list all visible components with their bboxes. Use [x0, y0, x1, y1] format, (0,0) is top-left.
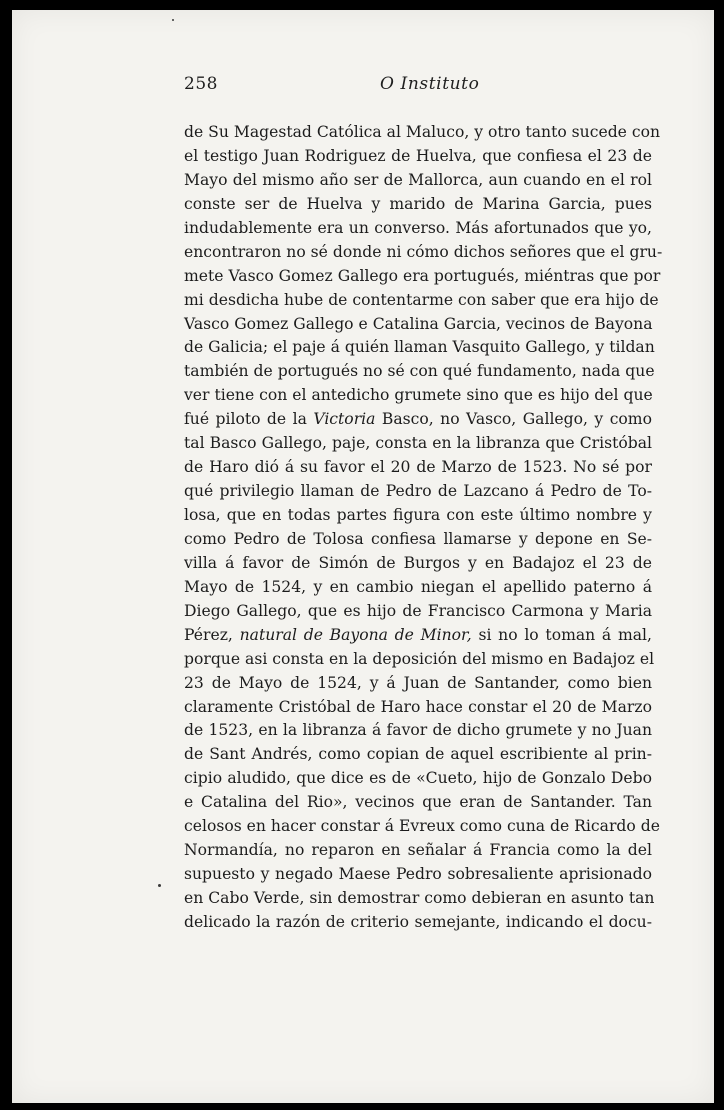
text-line: Mayo del mismo año ser de Mallorca, aun cuando en el rol — [184, 170, 652, 189]
text-line: mete Vasco Gomez Gallego era portugués, miéntras que por — [184, 266, 661, 285]
text-line: delicado la razón de criterio semejante, indicando el docu- — [184, 912, 652, 931]
text-line: de Galicia; el paje á quién llaman Vasquito Gallego, y tildan — [184, 338, 655, 357]
text-line: tal Basco Gallego, paje, consta en la libranza que Cristóbal — [184, 434, 652, 453]
italic-ship-name: Victoria — [313, 410, 376, 429]
text-line: 23 de Mayo de 1524, y á Juan de Santander, como bien — [184, 673, 652, 692]
text-line: también de portugués no sé con qué fundamento, nada que — [184, 362, 655, 381]
book-page — [12, 10, 714, 1103]
text-line: como Pedro de Tolosa confiesa llamarse y depone en Se- — [184, 529, 652, 548]
paper-speck — [158, 884, 161, 887]
text-line: celosos en hacer constar á Evreux como cuna de Ricardo de — [184, 817, 660, 836]
text-line: ver tiene con el antedicho grumete sino que es hijo del que — [184, 386, 653, 405]
text-line: Diego Gallego, que es hijo de Francisco Carmona y Maria — [184, 601, 652, 620]
text-line: de 1523, en la libranza á favor de dicho grumete y no Juan — [184, 721, 652, 740]
text-line: de Sant Andrés, como copian de aquel escribiente al prin- — [184, 745, 652, 764]
text-line: claramente Cristóbal de Haro hace constar el 20 de Marzo — [184, 697, 652, 716]
paper-speck — [172, 19, 174, 21]
text-line: conste ser de Huelva y marido de Marina Garcia, pues — [184, 194, 652, 213]
text-line: e Catalina del Rio», vecinos que eran de Santander. Tan — [184, 793, 652, 812]
text-line: en Cabo Verde, sin demostrar como debieran en asunto tan — [184, 889, 655, 907]
italic-quote: natural de Bayona de Minor, — [239, 625, 472, 644]
text-line: Normandía, no reparon en señalar á Francia como la del — [184, 841, 652, 860]
text-line: cipio aludido, que dice es de «Cueto, hijo de Gonzalo Debo — [184, 769, 652, 788]
page-number: 258 — [184, 74, 218, 94]
body-text — [184, 121, 663, 935]
text-line: porque asi consta en la deposición del mismo en Badajoz el — [184, 649, 655, 668]
text-line: Vasco Gomez Gallego e Catalina Garcia, vecinos de Bayona — [184, 314, 653, 333]
text-line: qué privilegio llaman de Pedro de Lazcano á Pedro de To- — [184, 482, 652, 501]
page-header — [184, 74, 652, 102]
text-line: mi desdicha hube de contentarme con saber que era hijo de — [184, 290, 659, 309]
text-line: fué piloto de la Victoria Basco, no Vasco, Gallego, y como — [184, 410, 652, 429]
text-line: indudablemente era un converso. Más afortunados que yo, — [184, 218, 652, 237]
running-title: O Instituto — [380, 74, 480, 94]
text-line: Mayo de 1524, y en cambio niegan el apellido paterno á — [184, 577, 652, 596]
text-line: supuesto y negado Maese Pedro sobresaliente aprisionado — [184, 865, 652, 884]
text-line: losa, que en todas partes figura con este último nombre y — [184, 506, 652, 524]
text-line: encontraron no sé donde ni cómo dichos señores que el gru- — [184, 242, 663, 261]
text-line: Pérez, natural de Bayona de Minor, si no lo toman á mal, — [184, 625, 652, 644]
text-line: el testigo Juan Rodriguez de Huelva, que confiesa el 23 de — [184, 146, 652, 165]
text-line: villa á favor de Simón de Burgos y en Badajoz el 23 de — [184, 553, 652, 572]
text-line: de Su Magestad Católica al Maluco, y otro tanto sucede con — [184, 123, 661, 141]
text-line: de Haro dió á su favor el 20 de Marzo de 1523. No sé por — [184, 458, 652, 477]
